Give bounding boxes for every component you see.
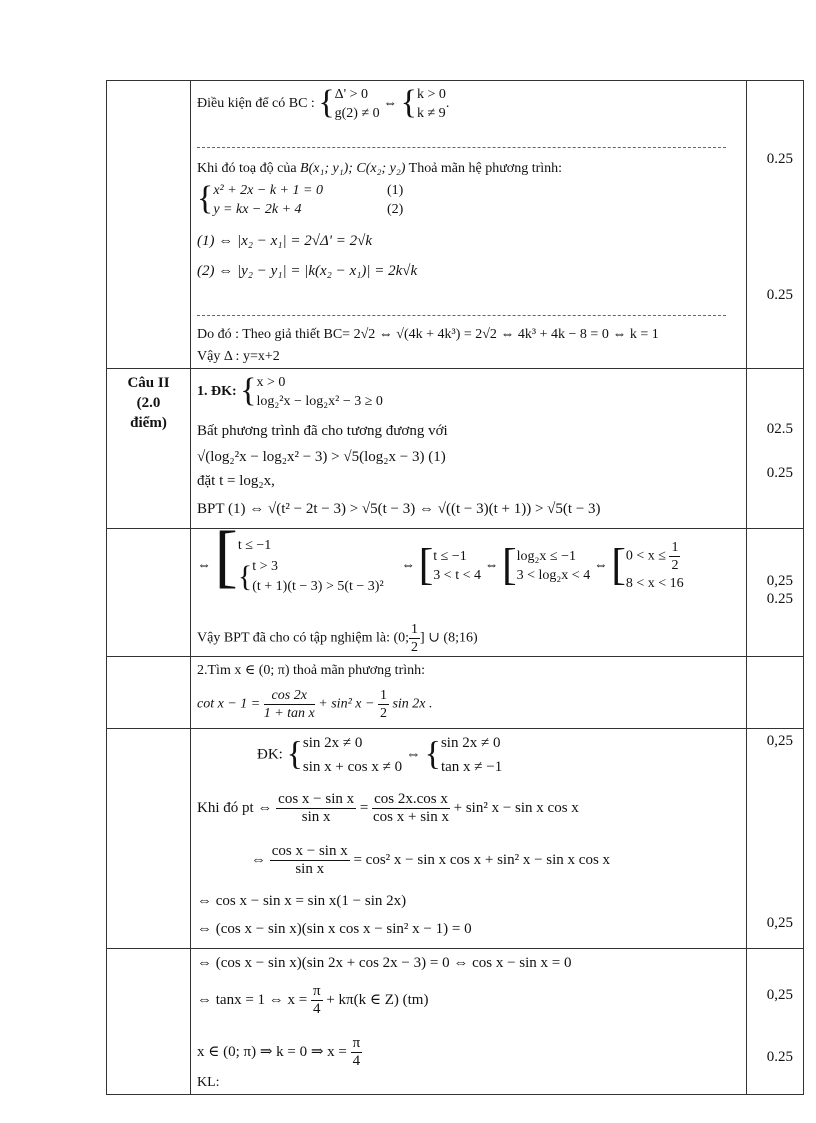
- conclusion-line: Do đó : Theo giả thiết BC= 2√2 ⇔ √(4k + 4k³) = 2√2 ⇔ 4k³ + 4k − 8 = 0 ⇔ k = 1: [197, 327, 659, 342]
- question-cell: [107, 657, 191, 729]
- equivalent-line: ⇔ cos x − sin x = sin x(1 − sin 2x): [197, 893, 407, 909]
- score-value: 0.25: [766, 151, 793, 167]
- solution-cell: [191, 949, 747, 1095]
- solution-cell: [191, 518, 747, 657]
- interval-solution: x ∈ (0; π) ⇒ k = 0 ⇒ x = $\frac{\pi}{4}$: [197, 1035, 361, 1069]
- score-value: 02.5: [766, 421, 793, 437]
- transformed-inequality: BPT (1) ⇔ √(t² − 2t − 3) > √5(t − 3) ⇔ √((t − 3)(t + 1)) > √5(t − 3): [197, 501, 601, 517]
- solution-set: Vậy BPT đã cho có tập nghiệm là: (0; $\frac{1}{2}$ ] ∪ (8;16): [197, 622, 478, 655]
- table-row: [107, 729, 804, 949]
- score-value: 0.25: [766, 465, 793, 481]
- conclusion-label: KL:: [197, 1075, 220, 1090]
- score-cell: [747, 81, 804, 369]
- transform-line: Khi đó pt ⇔ $\frac{\text{cos x − sin x}}{\text{sin x}}$ = $\frac{\text{cos 2x.cos x}}{\text{cos x + sin x}}$ + sin² x − sin x cos x: [197, 791, 579, 825]
- score-value: 0,25: [766, 733, 793, 749]
- question-cell: [107, 369, 191, 529]
- question-cell: [107, 729, 191, 949]
- transform-line: ⇔ $\frac{\text{cos x − sin x}}{\text{sin x}}$ = cos² x − sin x cos x + sin² x − sin x cos x: [251, 843, 611, 877]
- dashed-separator: [197, 315, 726, 316]
- factored-line: ⇔ (cos x − sin x)(sin 2x + cos 2x − 3) = 0 ⇔ cos x − sin x = 0: [197, 955, 572, 971]
- question-cell: [107, 949, 191, 1095]
- table-row: [107, 949, 804, 1095]
- result-line: Vậy Δ : y=x+2: [197, 349, 280, 364]
- equivalent-text: Bất phương trình đã cho tương đương với: [197, 423, 448, 439]
- score-cell: [747, 529, 804, 657]
- table-row: [107, 657, 804, 729]
- score-cell: [747, 729, 804, 949]
- problem-statement: 2.Tìm x ∈ (0; π) thoả mãn phương trình:: [197, 663, 426, 678]
- solution-cell: [191, 729, 747, 949]
- domain-condition: 1. ĐK: { x > 0 log₂²x − log₂x² − 3 ≥ 0: [197, 372, 383, 410]
- domain-condition: ĐK: { sin 2x ≠ 0 sin x + cos x ≠ 0 ⇔ { sin 2x ≠ 0 tan x ≠ −1: [257, 735, 503, 775]
- score-cell: [747, 949, 804, 1095]
- table-row: [107, 369, 804, 529]
- dashed-separator: [197, 147, 726, 148]
- distance-x-line: (1) ⇔ |x₂ − x₁| = 2√Δ' = 2√k: [197, 233, 372, 249]
- coordinate-line: Khi đó toạ độ của B(x₁; y₁); C(x₂; y₂) Thoả mãn hệ phương trình:: [197, 161, 563, 176]
- score-value: 0.25: [766, 591, 793, 607]
- problem-equation: cot x − 1 = $\frac{\cos 2x}{\text{1 + tan x}}$ + sin² x − $\frac{1}{2}$ sin 2x .: [197, 688, 433, 721]
- score-value: 0,25: [766, 915, 793, 931]
- score-cell: [747, 657, 804, 729]
- tan-solution: ⇔ tanx = 1 ⇔ x = $\frac{\pi}{4}$ + kπ(k ∈ Z) (tm): [197, 983, 429, 1017]
- factored-line: ⇔ (cos x − sin x)(sin x cos x − sin² x − 1) = 0: [197, 921, 472, 937]
- question-label: Câu II (2.0 điểm): [127, 375, 170, 431]
- solution-cell: [191, 657, 747, 729]
- solution-cell: [191, 81, 747, 369]
- score-value: 0,25: [766, 987, 793, 1003]
- table-row: [107, 529, 804, 657]
- score-value: 0,25: [766, 573, 793, 589]
- question-cell: [107, 529, 191, 657]
- distance-y-line: (2) ⇔ |y₂ − y₁| = |k(x₂ − x₁)| = 2k√k: [197, 263, 418, 279]
- equation-system: { x² + 2x − k + 1 = 0 (1) y = kx − 2k + 4 (2): [197, 180, 404, 218]
- case-analysis: ⇔ [ t ≤ −1 { t > 3 (t + 1)(t − 3) > 5(t − 3)² ⇔ [ t ≤ −1 3 < t < 4 ⇔ [ log₂x ≤ −1 3 < log₂x < 4 ⇔ [ 0 < x ≤ $\frac{1}{2}$ 8 < x < 16: [197, 518, 684, 596]
- substitution-line: đặt t = log₂x,: [197, 473, 275, 489]
- solution-cell: [191, 369, 747, 529]
- answer-table: [106, 80, 804, 1095]
- table-row: [107, 81, 804, 369]
- score-cell: [747, 369, 804, 529]
- question-cell: [107, 81, 191, 369]
- score-value: 0.25: [766, 287, 793, 303]
- inequality-line: √(log₂²x − log₂x² − 3) > √5(log₂x − 3) (1): [197, 449, 446, 465]
- score-value: 0.25: [766, 1049, 793, 1065]
- condition-line: Điều kiện để có BC : { Δ' > 0 g(2) ≠ 0 ⇔ { k > 0 k ≠ 9 .: [197, 84, 450, 122]
